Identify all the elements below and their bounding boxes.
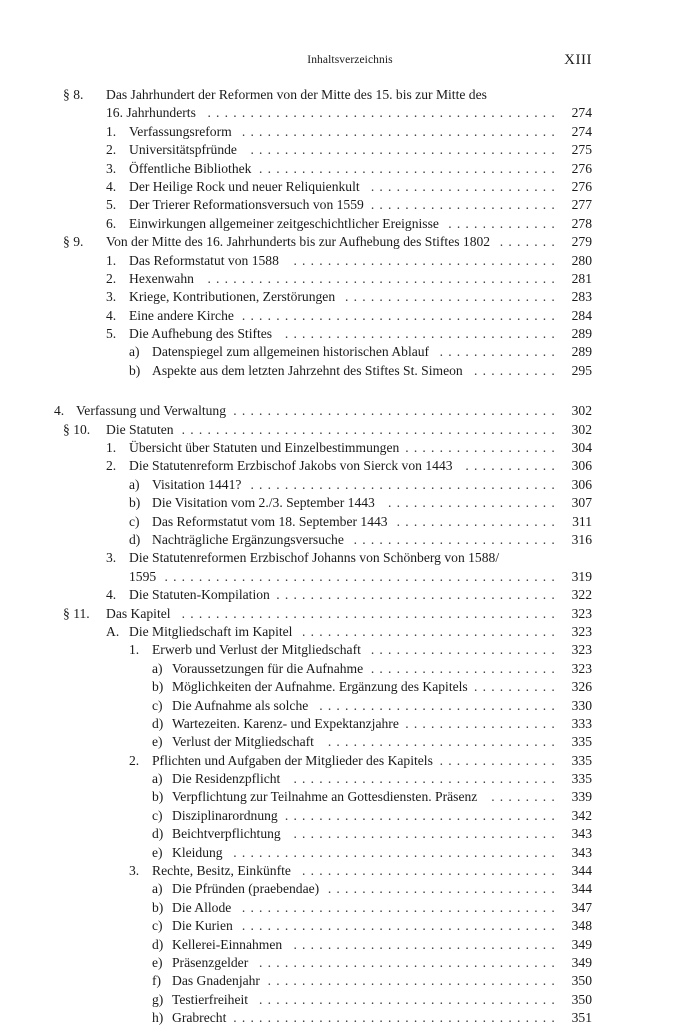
toc-entry-title: Das Reformstatut von 1588 — [129, 252, 279, 268]
toc-entry-page: 274 — [571, 105, 592, 121]
toc-entry-title: Die Aufhebung des Stiftes — [129, 326, 273, 342]
toc-entry-number: d) — [152, 936, 164, 952]
table-of-contents — [0, 86, 700, 1028]
running-title: Inhaltsverzeichnis — [307, 54, 393, 66]
toc-entry-page: 339 — [571, 789, 592, 805]
toc-entry-title: Datenspiegel zum allgemeinen historischen Ablauf — [152, 344, 430, 360]
toc-entry-number: c) — [152, 807, 163, 823]
toc-entry[interactable] — [0, 362, 700, 380]
toc-entry-number: § 8. — [63, 87, 84, 102]
toc-entry-title: Die Statutenreformen Erzbischof Johanns von Schönberg von 1588/ — [129, 550, 500, 566]
toc-entry[interactable] — [0, 160, 700, 178]
toc-entry[interactable] — [0, 954, 700, 972]
toc-entry-title: Voraussetzungen für die Aufnahme — [172, 660, 364, 676]
toc-entry-page: 343 — [571, 826, 592, 842]
toc-entry[interactable] — [0, 288, 700, 306]
toc-entry-page: 323 — [571, 660, 592, 676]
leader-dots: .......... — [474, 362, 560, 378]
toc-entry-title: Die Residenzpflicht — [172, 771, 281, 787]
toc-entry-title: Die Pfründen (praebendae) — [172, 881, 320, 897]
toc-entry[interactable] — [0, 678, 700, 696]
toc-entry-title: Wartezeiten. Karenz- und Expektanzjahre — [172, 715, 399, 731]
toc-entry[interactable] — [0, 343, 700, 361]
toc-entry-page: 351 — [571, 1010, 592, 1026]
leader-dots: .............................. — [302, 623, 560, 639]
toc-entry-title: Hexenwahn — [129, 270, 194, 286]
toc-entry-page: 307 — [571, 495, 592, 511]
toc-entry[interactable] — [0, 991, 700, 1009]
leader-dots: ......................... — [345, 289, 560, 305]
toc-entry-title: Testierfreiheit — [172, 991, 249, 1007]
toc-entry-number: c) — [152, 918, 163, 934]
leader-dots: ........................... — [327, 881, 560, 897]
page-number: XIII — [564, 52, 592, 68]
toc-entry[interactable] — [0, 936, 700, 954]
leader-dots: ................................... — [259, 991, 560, 1007]
leader-dots: ...................... — [370, 642, 560, 658]
toc-entry-number: b) — [152, 679, 164, 695]
toc-entry-page: 274 — [571, 123, 592, 139]
leader-dots: ............................ — [319, 697, 560, 713]
toc-entry-number: 3. — [106, 289, 117, 305]
toc-entry-title: Erwerb und Verlust der Mitgliedschaft — [152, 642, 361, 658]
toc-entry-page: 319 — [571, 568, 592, 584]
toc-entry-title: Die Allode — [172, 899, 232, 915]
toc-entry-title: Präsenzgelder — [172, 955, 249, 970]
toc-entry-page: 276 — [571, 160, 592, 176]
toc-entry-number: 3. — [129, 863, 140, 879]
toc-entry-number: 1. — [129, 642, 140, 658]
toc-entry-title: Beichtverpflichtung — [172, 826, 281, 842]
toc-entry-title: Die Visitation vom 2./3. September 1443 — [152, 495, 375, 511]
leader-dots: ...................................... — [233, 844, 560, 860]
toc-entry[interactable] — [0, 752, 700, 770]
toc-entry-number: a) — [129, 476, 140, 492]
toc-entry-page: 283 — [571, 289, 592, 305]
toc-entry[interactable] — [0, 586, 700, 604]
leader-dots: ............................... — [293, 252, 560, 268]
toc-entry-number: 2. — [129, 752, 140, 768]
toc-entry-title: Universitätspfründe — [129, 142, 237, 158]
toc-entry[interactable] — [0, 196, 700, 214]
toc-entry-number: § 10. — [63, 421, 91, 437]
toc-entry-title: Die Kurien — [172, 918, 233, 934]
leader-dots: ..................................... — [241, 918, 560, 934]
toc-entry-number: 5. — [106, 197, 117, 213]
toc-entry-number: b) — [129, 362, 141, 378]
toc-entry-title-continued: 1595 — [129, 568, 157, 584]
leader-dots: ............................................ — [181, 421, 560, 437]
toc-entry-page: 289 — [571, 326, 592, 342]
toc-entry-number: g) — [152, 991, 164, 1007]
toc-entry-title: Die Statuten-Kompilation — [129, 587, 270, 603]
toc-entry[interactable] — [0, 141, 700, 159]
leader-dots: ..................................... — [241, 899, 560, 915]
leader-dots: ....... — [499, 234, 560, 250]
toc-entry-page: 302 — [571, 421, 592, 437]
section-spacer — [0, 380, 700, 402]
toc-entry-title: Das Kapitel — [106, 605, 171, 621]
leader-dots: ............................... — [293, 936, 560, 952]
leader-dots: ..................................... — [241, 307, 560, 323]
toc-entry-page: 322 — [571, 587, 592, 603]
toc-entry-page: 333 — [571, 715, 592, 731]
toc-entry-title: Öffentliche Bibliothek — [129, 160, 252, 176]
leader-dots: .................................. — [267, 973, 560, 989]
leader-dots: .................. — [405, 715, 560, 731]
toc-entry[interactable] — [0, 476, 700, 494]
toc-entry-title: Das Reformstatut vom 18. September 1443 — [152, 513, 388, 529]
toc-entry-page: 302 — [571, 403, 592, 419]
toc-entry[interactable] — [0, 788, 700, 806]
leader-dots: ................................. — [276, 587, 560, 603]
toc-entry-title-continued: 16. Jahrhunderts — [106, 105, 196, 121]
toc-entry-title: Aspekte aus dem letzten Jahrzehnt des Stiftes St. Simeon — [152, 362, 463, 378]
leader-dots: .............................................. — [164, 568, 560, 584]
leader-dots: ...................................... — [233, 1010, 560, 1026]
toc-entry-number: b) — [152, 789, 164, 805]
toc-entry[interactable] — [0, 1009, 700, 1027]
toc-entry-number: 6. — [106, 215, 117, 231]
page-header — [0, 52, 700, 72]
toc-entry-number: 4. — [106, 587, 117, 603]
toc-entry-page: 278 — [571, 215, 592, 231]
toc-entry-page: 281 — [571, 270, 592, 286]
toc-entry-page: 289 — [571, 344, 592, 360]
leader-dots: ......................................... — [207, 270, 560, 286]
toc-entry-title: Der Heilige Rock und neuer Reliquienkult — [129, 178, 360, 194]
toc-entry-title: Visitation 1441? — [152, 476, 242, 492]
toc-entry-number: e) — [152, 844, 163, 860]
toc-entry[interactable] — [0, 233, 700, 251]
toc-entry-title: Rechte, Besitz, Einkünfte — [152, 863, 291, 879]
toc-entry-number: § 9. — [63, 234, 84, 250]
leader-dots: ........ — [491, 789, 560, 805]
toc-entry-page: 348 — [571, 918, 592, 934]
leader-dots: .............. — [439, 344, 560, 360]
toc-entry-number: 1. — [106, 440, 117, 456]
toc-entry[interactable] — [0, 972, 700, 990]
leader-dots: ................................ — [284, 807, 560, 823]
toc-entry-title: Die Mitgliedschaft im Kapitel — [129, 623, 293, 639]
toc-entry-title: Eine andere Kirche — [129, 307, 234, 323]
toc-entry[interactable] — [0, 825, 700, 843]
toc-entry-number: A. — [106, 623, 120, 639]
toc-entry[interactable] — [0, 715, 700, 733]
toc-entry[interactable] — [0, 880, 700, 898]
toc-entry-title: Die Statuten — [106, 421, 174, 437]
toc-entry[interactable] — [0, 402, 700, 420]
toc-entry[interactable] — [0, 697, 700, 715]
leader-dots: ................................ — [284, 326, 560, 342]
toc-entry-page: 279 — [571, 234, 592, 250]
leader-dots: .............. — [439, 752, 560, 768]
toc-entry-number: h) — [152, 1010, 164, 1026]
toc-entry-number: d) — [152, 826, 164, 842]
toc-entry-number: 3. — [106, 160, 117, 176]
toc-entry-title: Grabrecht — [172, 1010, 227, 1026]
toc-entry-page: 311 — [572, 513, 592, 529]
toc-entry-number: c) — [152, 697, 163, 713]
leader-dots: ................................... — [259, 955, 560, 970]
toc-entry-page: 350 — [571, 973, 592, 989]
toc-entry-number: b) — [152, 899, 164, 915]
toc-entry-page: 326 — [571, 679, 592, 695]
toc-entry-title: Disziplinarordnung — [172, 807, 278, 823]
leader-dots: .................................... — [250, 142, 560, 158]
toc-entry[interactable] — [0, 421, 700, 439]
toc-entry[interactable] — [0, 439, 700, 457]
toc-entry[interactable] — [0, 844, 700, 862]
toc-entry[interactable] — [0, 605, 700, 623]
leader-dots: ............................... — [293, 771, 560, 787]
toc-entry-number: 1. — [106, 252, 117, 268]
toc-entry-number: d) — [152, 715, 164, 731]
toc-entry-page: 275 — [571, 142, 592, 158]
toc-entry-number: a) — [152, 660, 163, 676]
toc-entry-title: Kellerei-Einnahmen — [172, 936, 283, 952]
toc-entry[interactable] — [0, 494, 700, 512]
toc-entry[interactable] — [0, 531, 700, 549]
toc-entry-page: 306 — [571, 476, 592, 492]
toc-entry-page: 284 — [571, 307, 592, 323]
toc-entry-page: 306 — [571, 458, 592, 474]
toc-entry-title: Pflichten und Aufgaben der Mitglieder des Kapitels — [152, 752, 433, 768]
toc-entry-page: 335 — [571, 771, 592, 787]
toc-entry-page: 323 — [571, 605, 592, 621]
leader-dots: ........... — [465, 458, 560, 474]
toc-entry-number: b) — [129, 495, 141, 511]
toc-entry-title: Möglichkeiten der Aufnahme. Ergänzung des Kapitels — [172, 679, 468, 695]
toc-entry-number: 4. — [106, 178, 117, 194]
toc-entry-page: 277 — [571, 197, 592, 213]
toc-entry-number: 2. — [106, 458, 117, 474]
toc-entry-title: Die Statutenreform Erzbischof Jakobs von Sierck von 1443 — [129, 458, 453, 474]
toc-entry-page: 323 — [571, 623, 592, 639]
leader-dots: ................................... — [259, 160, 560, 176]
toc-entry-number: 2. — [106, 270, 117, 286]
toc-entry-number: c) — [129, 513, 140, 529]
toc-entry[interactable] — [0, 623, 700, 641]
toc-entry[interactable] — [0, 123, 700, 141]
toc-entry-number: d) — [129, 532, 141, 547]
leader-dots: ..................................... — [241, 123, 560, 139]
leader-dots: .................... — [388, 495, 560, 511]
toc-entry-title: Von der Mitte des 16. Jahrhunderts bis zur Aufhebung des Stiftes 1802 — [106, 234, 491, 250]
leader-dots: ................... — [396, 513, 560, 529]
toc-entry-page: 323 — [571, 642, 592, 658]
toc-entry-number: 5. — [106, 326, 117, 342]
toc-entry[interactable] — [0, 660, 700, 678]
toc-entry-page: 335 — [571, 734, 592, 750]
toc-entry-number: 2. — [106, 142, 117, 158]
toc-entry-title: Kleidung — [172, 844, 223, 860]
leader-dots: ......................................... — [207, 105, 560, 121]
toc-entry[interactable] — [0, 270, 700, 288]
toc-entry-page: 347 — [571, 899, 592, 915]
toc-entry-title: Einwirkungen allgemeiner zeitgeschichtlicher Ereignisse — [129, 215, 439, 231]
toc-entry-page: 342 — [571, 807, 592, 823]
toc-entry[interactable] — [0, 807, 700, 825]
toc-entry[interactable] — [0, 862, 700, 880]
toc-entry[interactable] — [0, 733, 700, 751]
toc-entry-title: Übersicht über Statuten und Einzelbestimmungen — [129, 440, 400, 456]
toc-entry[interactable] — [0, 178, 700, 196]
toc-entry-title: Verpflichtung zur Teilnahme an Gottesdiensten. Präsenz — [172, 789, 478, 805]
toc-entry[interactable] — [0, 770, 700, 788]
leader-dots: ...................... — [370, 660, 560, 676]
toc-entry-page: 335 — [571, 752, 592, 768]
leader-dots: .......... — [474, 679, 560, 695]
toc-entry[interactable] — [0, 252, 700, 270]
leader-dots: ........................... — [327, 734, 560, 750]
toc-entry-number: 4. — [106, 307, 117, 323]
toc-entry-number: 4. — [54, 403, 65, 419]
toc-entry-number: a) — [152, 881, 163, 897]
toc-entry-page: 343 — [571, 844, 592, 860]
toc-entry-page: 304 — [571, 440, 592, 456]
toc-entry-page: 349 — [571, 955, 592, 970]
toc-entry[interactable] — [0, 325, 700, 343]
toc-entry-page: 295 — [571, 362, 592, 378]
toc-entry[interactable] — [0, 641, 700, 659]
toc-entry-title: Nachträgliche Ergänzungsversuche — [152, 532, 344, 547]
toc-entry-title: Das Gnadenjahr — [172, 973, 260, 989]
leader-dots: ............................................ — [181, 605, 560, 621]
toc-entry[interactable] — [0, 899, 700, 917]
toc-entry-number: a) — [129, 344, 140, 360]
toc-entry-title: Verfassung und Verwaltung — [76, 403, 227, 419]
toc-entry-title: Die Aufnahme als solche — [172, 697, 309, 713]
toc-entry-title: Verfassungsreform — [129, 123, 232, 139]
leader-dots: ...................... — [370, 197, 560, 213]
toc-entry-number: a) — [152, 771, 163, 787]
toc-entry[interactable] — [0, 307, 700, 325]
toc-entry-page: 344 — [571, 881, 592, 897]
toc-entry-page: 349 — [571, 936, 592, 952]
toc-entry-title: Der Trierer Reformationsversuch von 1559 — [129, 197, 364, 213]
toc-entry-number: e) — [152, 734, 163, 750]
toc-entry-number: 1. — [106, 123, 117, 139]
toc-entry-number: 3. — [106, 550, 117, 566]
toc-entry[interactable] — [0, 457, 700, 475]
toc-entry-page: 276 — [571, 178, 592, 194]
leader-dots: ...................... — [370, 178, 560, 194]
toc-entry-number: § 11. — [63, 605, 90, 621]
leader-dots: .................................... — [250, 476, 560, 492]
toc-entry-page: 330 — [571, 697, 592, 713]
toc-entry[interactable] — [0, 215, 700, 233]
leader-dots: ........................ — [353, 532, 560, 547]
leader-dots: ...................................... — [233, 403, 560, 419]
toc-entry-number: e) — [152, 955, 163, 970]
toc-entry-page: 316 — [571, 532, 592, 547]
toc-entry-number: f) — [152, 973, 162, 989]
toc-entry[interactable] — [0, 917, 700, 935]
toc-entry-title: Kriege, Kontributionen, Zerstörungen — [129, 289, 336, 305]
toc-entry-title: Verlust der Mitgliedschaft — [172, 734, 314, 750]
toc-entry-page: 350 — [571, 991, 592, 1007]
leader-dots: ............................... — [293, 826, 560, 842]
toc-entry-page: 344 — [571, 863, 592, 879]
toc-entry[interactable] — [0, 86, 700, 123]
leader-dots: ............. — [448, 215, 560, 231]
toc-entry-title: Das Jahrhundert der Reformen von der Mitte des 15. bis zur Mitte des — [106, 87, 487, 102]
toc-entry-page: 280 — [571, 252, 592, 268]
toc-entry[interactable] — [0, 549, 700, 586]
toc-entry[interactable] — [0, 513, 700, 531]
leader-dots: .................. — [405, 440, 560, 456]
leader-dots: .............................. — [302, 863, 560, 879]
